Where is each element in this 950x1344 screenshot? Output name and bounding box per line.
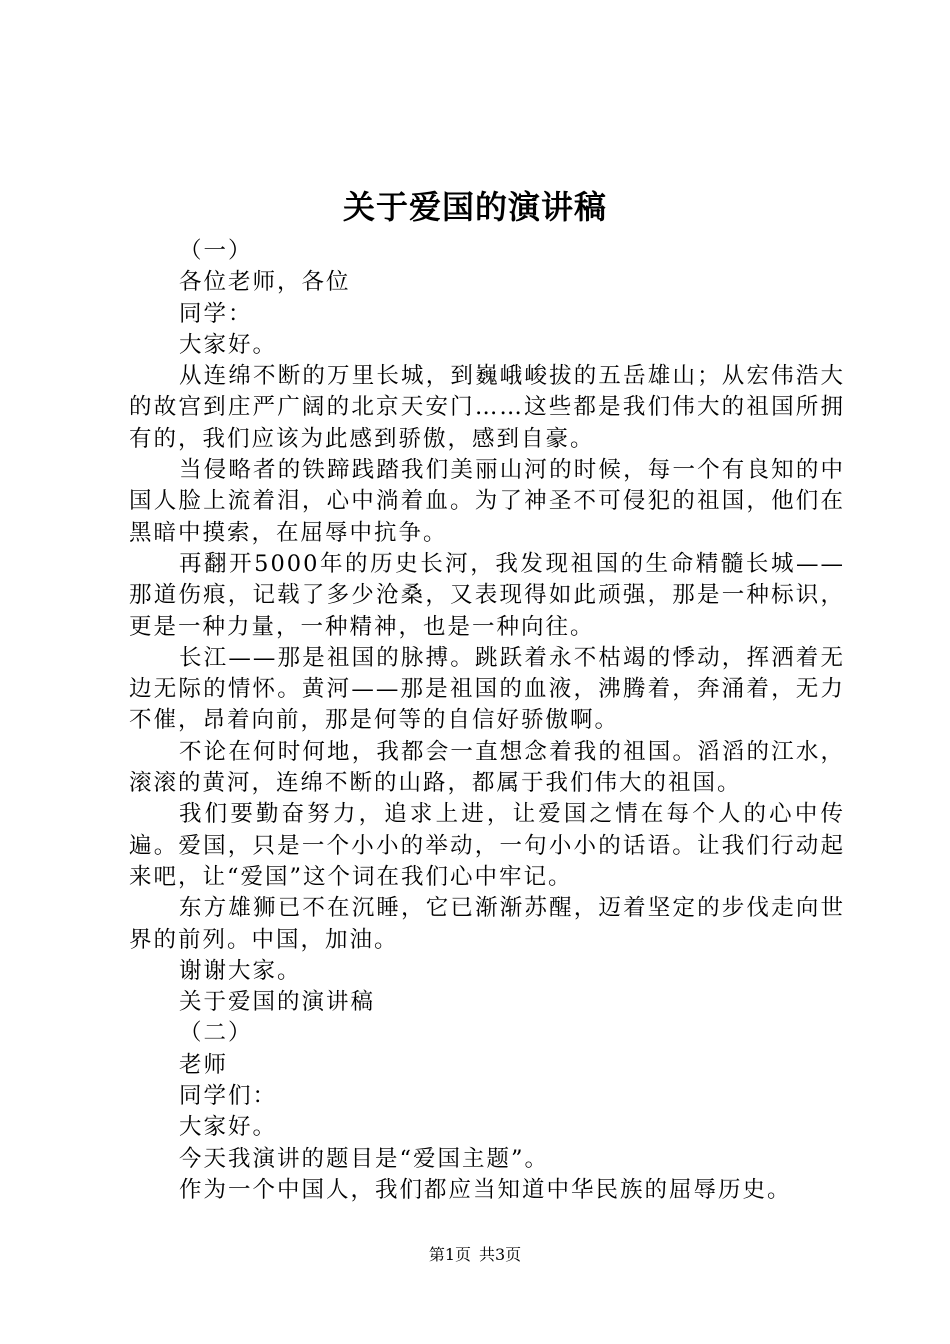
paragraph: 老师: [179, 1051, 229, 1078]
document-title: 关于爱国的演讲稿: [342, 188, 607, 226]
paragraph: 作为一个中国人，我们都应当知道中华民族的屈辱历史。: [179, 1176, 792, 1203]
paragraph: 谢谢大家。: [179, 957, 302, 984]
paragraph: 再翻开5000年的历史长河，我发现祖国的生命精髓长城——那道伤痕，记载了多少沧桑，又表现得如此顽强，那是一种标识，更是一种力量，一种精神，也是一种向往。: [129, 550, 845, 640]
paragraph: 今天我演讲的题目是“爱国主题”。: [179, 1145, 550, 1172]
paragraph: （二）: [179, 1020, 253, 1047]
paragraph: 大家好。: [179, 331, 278, 358]
paragraph: 东方雄狮已不在沉睡，它已渐渐苏醒，迈着坚定的步伐走向世界的前列。中国，加油。: [129, 895, 845, 953]
page-footer: [0, 1244, 950, 1266]
paragraph: 大家好。: [179, 1114, 278, 1141]
paragraph: 当侵略者的铁蹄践踏我们美丽山河的时候，每一个有良知的中国人脸上流着泪，心中淌着血。为了神圣不可侵犯的祖国，他们在黑暗中摸索，在屈辱中抗争。: [129, 457, 845, 546]
paragraph: 关于爱国的演讲稿: [179, 989, 376, 1016]
paragraph: 各位老师，各位: [179, 269, 351, 296]
page-total: 共3页: [479, 1245, 522, 1264]
paragraph: 从连绵不断的万里长城，到巍峨峻拔的五岳雄山；从宏伟浩大的故宫到庄严广阔的北京天安门……这些都是我们伟大的祖国所拥有的，我们应该为此感到骄傲，感到自豪。: [129, 363, 845, 452]
paragraph: （一）: [179, 238, 253, 264]
paragraph: 同学：: [179, 300, 253, 327]
paragraph: 我们要勤奋努力，追求上进，让爱国之情在每个人的心中传遍。爱国，只是一个小小的举动，一句小小的话语。让我们行动起来吧，让“爱国”这个词在我们心中牢记。: [129, 801, 845, 890]
page-number: 第1页: [428, 1245, 471, 1264]
paragraph: 长江——那是祖国的脉搏。跳跃着永不枯竭的悸动，挥洒着无边无际的情怀。黄河——那是祖国的血液，沸腾着，奔涌着，无力不催，昂着向前，那是何等的自信好骄傲啊。: [129, 644, 845, 734]
paragraph: 同学们：: [179, 1083, 278, 1110]
document-body: [129, 236, 845, 1206]
paragraph: 不论在何时何地，我都会一直想念着我的祖国。滔滔的江水，滚滚的黄河，连绵不断的山路，都属于我们伟大的祖国。: [129, 738, 845, 797]
